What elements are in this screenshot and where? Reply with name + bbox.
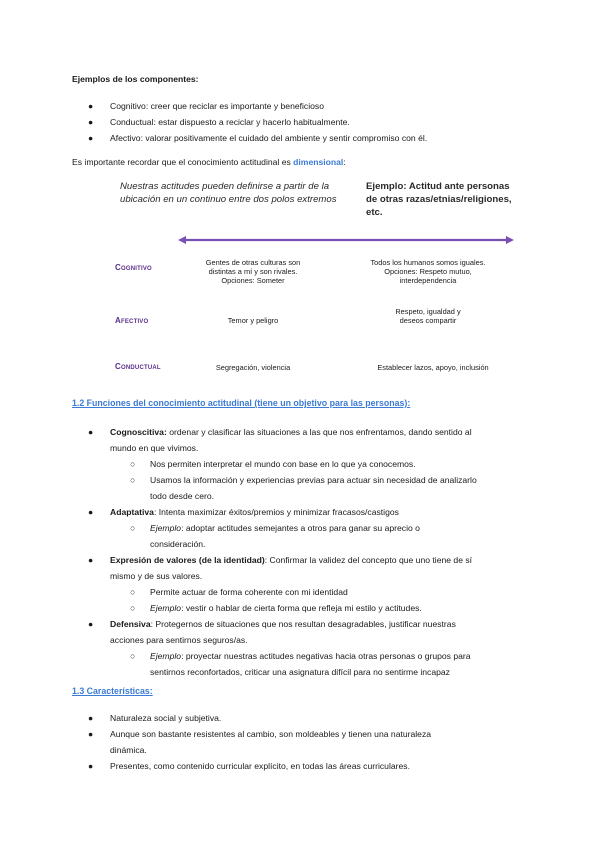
continuum-arrow — [178, 234, 514, 246]
list-item: ● Presentes, como contenido curricular explícito, en todas las áreas curriculares. — [88, 758, 528, 774]
row-label-cognitivo: Cognitivo — [115, 263, 152, 272]
functions-list — [88, 424, 528, 680]
bullet-icon: ● — [88, 117, 94, 127]
circle-bullet-icon: ○ — [130, 459, 136, 469]
list-item: ● Aunque son bastante resistentes al cambio, son moldeables y tienen una naturaleza dinámica. — [88, 726, 528, 758]
sub-item: ○ Ejemplo: proyectar nuestras actitudes negativas hacia otras personas o grupos para sentirnos reconfortados, criticar una asignatura difícil para no sentirme incapaz — [130, 648, 528, 680]
functions-heading[interactable]: 1.2 Funciones del conocimiento actitudinal (tiene un objetivo para las personas): — [72, 398, 411, 408]
list-item: ● Cognoscitiva: ordenar y clasificar las situaciones a las que nos enfrentamos, dando sentido al mundo en que vivimos. — [88, 424, 528, 456]
row-label-afectivo: Afectivo — [115, 316, 149, 325]
cognitivo-left-pole: Gentes de otras culturas son distintas a mí y son rivales. Opciones: Someter — [205, 258, 301, 285]
circle-bullet-icon: ○ — [130, 523, 136, 533]
dimensional-diagram — [110, 176, 530, 386]
conductual-right-pole: Establecer lazos, apoyo, inclusión — [377, 363, 489, 372]
afectivo-right-pole: Respeto, igualdad y deseos compartir — [395, 307, 461, 325]
circle-bullet-icon: ○ — [130, 587, 136, 597]
conductual-left-pole: Segregación, violencia — [215, 363, 291, 372]
circle-bullet-icon: ○ — [130, 603, 136, 613]
cognitivo-right-pole: Todos los humanos somos iguales. Opciones: Respeto mutuo, interdependencia — [370, 258, 486, 285]
sub-item: ○ Usamos la información y experiencias previas para actuar sin necesidad de analizarlo todo desde cero. — [130, 472, 528, 504]
sub-item: ○ Nos permiten interpretar el mundo con base en lo que ya conocemos. — [130, 456, 528, 472]
list-item: ● Naturaleza social y subjetiva. — [88, 710, 528, 726]
circle-bullet-icon: ○ — [130, 651, 136, 661]
sub-item: ○ Permite actuar de forma coherente con mi identidad — [130, 584, 528, 600]
list-item: ● Conductual: estar dispuesto a reciclar y hacerlo habitualmente. — [88, 114, 528, 130]
sub-item: ○ Ejemplo: adoptar actitudes semejantes a otros para ganar su aprecio o consideración. — [130, 520, 528, 552]
afectivo-left-pole: Temor y peligro — [227, 316, 279, 325]
row-label-conductual: Conductual — [115, 362, 161, 371]
bullet-icon: ● — [88, 133, 94, 143]
sub-item: ○ Ejemplo: vestir o hablar de cierta forma que refleja mi estilo y actitudes. — [130, 600, 528, 616]
bullet-icon: ● — [88, 427, 94, 437]
characteristics-list — [88, 710, 528, 774]
bullet-icon: ● — [88, 507, 94, 517]
bullet-icon: ● — [88, 619, 94, 629]
list-item: ● Afectivo: valorar positivamente el cuidado del ambiente y sentir compromiso con él. — [88, 130, 528, 146]
bullet-icon: ● — [88, 101, 94, 111]
components-list — [88, 98, 528, 146]
bullet-icon: ● — [88, 555, 94, 565]
diagram-right-caption: Ejemplo: Actitud ante personas de otras razas/etnias/religiones, etc. — [366, 181, 512, 218]
intro-sentence: Es importante recordar que el conocimiento actitudinal es dimensional: — [72, 157, 346, 167]
bullet-icon: ● — [88, 729, 94, 739]
list-item: ● Adaptativa: Intenta maximizar éxitos/premios y minimizar fracasos/castigos — [88, 504, 528, 520]
diagram-left-caption: Nuestras actitudes pueden definirse a partir de la ubicación en un continuo entre dos polos extremos — [120, 181, 337, 205]
components-title: Ejemplos de los componentes: — [72, 74, 199, 84]
bullet-icon: ● — [88, 761, 94, 771]
circle-bullet-icon: ○ — [130, 475, 136, 485]
list-item: ● Cognitivo: creer que reciclar es importante y beneficioso — [88, 98, 528, 114]
bullet-icon: ● — [88, 713, 94, 723]
list-item: ● Defensiva: Protegernos de situaciones que nos resultan desagradables, justificar nuestras acciones para sentirnos seguros/as. — [88, 616, 528, 648]
dimensional-highlight: dimensional — [293, 157, 344, 167]
characteristics-heading[interactable]: 1.3 Características: — [72, 686, 153, 696]
list-item: ● Expresión de valores (de la identidad): Confirmar la validez del concepto que uno tiene de sí mismo y de sus valores. — [88, 552, 528, 584]
